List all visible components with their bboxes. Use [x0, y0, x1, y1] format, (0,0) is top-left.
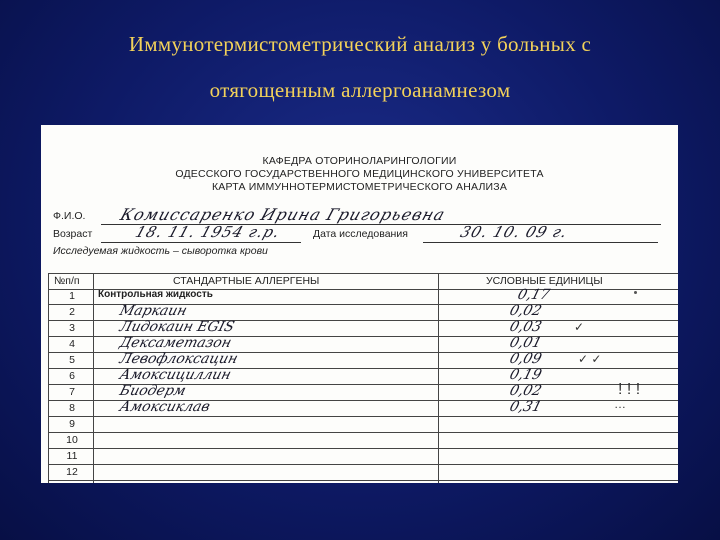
check-mark: ✓ [574, 320, 585, 334]
col-header-units: УСЛОВНЫЕ ЕДИНИЦЫ [486, 275, 603, 287]
unit-value: 0,02 [507, 303, 544, 319]
slide-title-line2: отягощенным аллергоанамнезом [209, 78, 511, 102]
card-header-university: ОДЕССКОГО ГОСУДАРСТВЕННОГО МЕДИЦИНСКОГО УНИВЕРСИТЕТА [175, 168, 544, 180]
age-label: Возраст [53, 228, 93, 240]
card-header-department: КАФЕДРА ОТОРИНОЛАРИНГОЛОГИИ [262, 155, 457, 167]
unit-value: 0,09 [507, 351, 544, 367]
date-value: 30. 10. 09 г. [458, 223, 571, 241]
col-header-number: №п/п [54, 275, 80, 287]
row-number: 5 [69, 354, 75, 366]
allergen-name: Амоксициллин [117, 367, 233, 383]
allergen-name: Амоксиклав [117, 399, 212, 415]
row-number: 12 [66, 466, 78, 478]
row-number: 8 [69, 402, 75, 414]
row-number: 6 [69, 370, 75, 382]
row-number: 3 [69, 322, 75, 334]
allergen-name: Дексаметазон [117, 335, 234, 351]
check-mark: ! ! ! [618, 381, 641, 398]
slide-title-line1: Иммунотермистометрический анализ у больных с [128, 32, 592, 56]
row-number: 9 [69, 418, 75, 430]
allergen-name: Левофлоксацин [117, 351, 240, 367]
unit-value: 0,01 [507, 335, 544, 351]
age-underline [101, 242, 301, 243]
unit-value: 0,31 [507, 399, 544, 415]
fluid-label: Исследуемая жидкость – сыворотка крови [53, 245, 268, 257]
row-number: 2 [69, 306, 75, 318]
unit-value: 0,17 [515, 287, 552, 303]
unit-value: 0,19 [507, 367, 544, 383]
fio-label: Ф.И.О. [53, 210, 86, 222]
row-number: 7 [69, 386, 75, 398]
allergen-name: Маркаин [117, 303, 189, 319]
row-number: 10 [66, 434, 78, 446]
row-number: 4 [69, 338, 75, 350]
col-header-allergens: СТАНДАРТНЫЕ АЛЛЕРГЕНЫ [173, 275, 320, 287]
unit-value: 0,02 [507, 383, 544, 399]
row-number: 11 [66, 450, 78, 462]
check-mark: ✓ ✓ [578, 352, 602, 366]
analysis-card [41, 125, 678, 483]
allergen-name: Биодерм [117, 383, 188, 399]
date-underline [423, 242, 658, 243]
date-label: Дата исследования [313, 228, 408, 240]
row-number: 1 [69, 290, 75, 302]
age-value: 18. 11. 1954 г.р. [133, 223, 283, 241]
unit-value: 0,03 [507, 319, 544, 335]
control-fluid-label: Контрольная жидкость [98, 289, 213, 300]
allergen-table [48, 273, 678, 483]
card-header-title: КАРТА ИММУННОТЕРМИСТОМЕТРИЧЕСКОГО АНАЛИЗА [211, 181, 508, 193]
check-mark: … [614, 397, 626, 411]
ink-dot [634, 291, 637, 294]
fio-value: Комиссаренко Ирина Григорьевна [117, 205, 448, 224]
allergen-name: Лидокаин EGIS [117, 319, 237, 335]
